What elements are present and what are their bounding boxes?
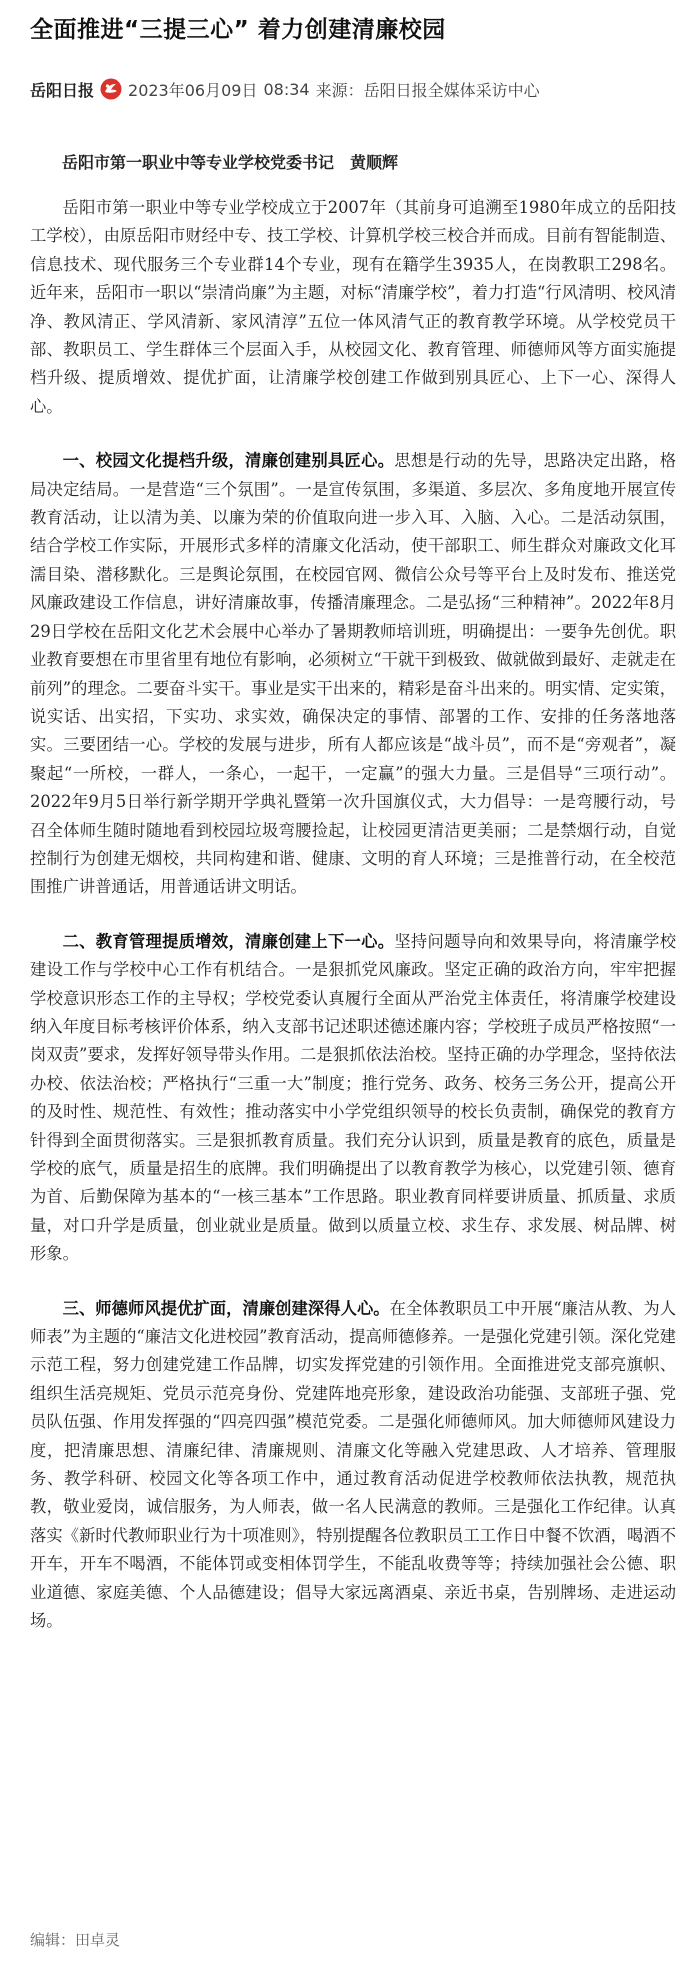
source-name[interactable]: 岳阳日报	[30, 80, 95, 100]
section-1-body: 思想是行动的先导，思路决定出路，格局决定结局。一是营造“三个氛围”。一是宣传氛围，多渠道、多层次、多角度地开展宣传教育活动，让以清为美、以廉为荣的价值取向进一步入耳、入脑、入心。二是活动氛围，结合学校工作实际，开展形式多样的清廉文化活动，使干部职工、师生群众对廉政文化耳濡目染、潜移默化。三是舆论氛围，在校园官网、微信公众号等平台上及时发布、推送党风廉政建设工作信息，讲好清廉故事，传播清廉理念。二是弘扬“三种精神”。2022年8月29日学校在岳阳文化艺术会展中心举办了暑期教师培训班，明确提出：一要争先创优。职业教育要想在市里省里有地位有影响，必须树立“干就干到极致、做就做到最好、走就走在前列”的理念。二要奋斗实干。事业是实干出来的，精彩是奋斗出来的。明实情、定实策，说实话、出实招，下实功、求实效，确保决定的事情、部署的工作、安排的任务落地落实。三要团结一心。学校的发展与进步，所有人都应该是“战斗员”，而不是“旁观者”，凝聚起“一所校，一群人，一条心，一起干，一定赢”的强大力量。三是倡导“三项行动”。2022年9月5日举行新学期开学典礼暨第一次升国旗仪式，大力倡导：一是弯腰行动，号召全体师生随时随地看到校园垃圾弯腰捡起，让校园更清洁更美丽；二是禁烟行动，自觉控制行为创建无烟校，共同构建和谐、健康、文明的育人环境；三是推普行动，在全校范围推广讲普通话，用普通话讲文明话。	[30, 451, 676, 897]
editor-credit: 编辑：田卓灵	[30, 1931, 121, 1949]
publish-date: 2023年06月09日	[128, 80, 258, 100]
section-3-body: 在全体教职员工中开展“廉洁从教、为人师表”为主题的“廉洁文化进校园”教育活动，提高师德修养。一是强化党建引领。深化党建示范工程，努力创建党建工作品牌，切实发挥党建的引领作用。全面推进党支部亮旗帜、组织生活亮规矩、党员示范亮身份、党建阵地亮形象，建设政治功能强、支部班子强、党员队伍强、作用发挥强的“四亮四强”模范党委。二是强化师德师风。加大师德师风建设力度，把清廉思想、清廉纪律、清廉规则、清廉文化等融入党建思政、人才培养、管理服务、教学科研、校园文化等各项工作中，通过教育活动促进学校教师依法执教，规范执教，敬业爱岗，诚信服务，为人师表，做一名人民满意的教师。三是强化工作纪律。认真落实《新时代教师职业行为十项准则》，特别提醒各位教职员工工作日中餐不饮酒，喝酒不开车，开车不喝酒，不能体罚或变相体罚学生，不能乱收费等等；持续加强社会公德、职业道德、家庭美德、个人品德建设；倡导大家远离酒桌、亲近书桌，告别牌场、走进运动场。	[30, 1298, 676, 1631]
section-3-heading: 三、师德师风提优扩面，清廉创建深得人心。	[62, 1298, 390, 1318]
section-2-paragraph	[30, 928, 676, 1269]
article-body	[30, 148, 676, 1662]
section-1-paragraph	[30, 447, 676, 902]
article-title: 全面推进“三提三心” 着力创建清廉校园	[30, 17, 446, 43]
article-origin: 来源：岳阳日报全媒体采访中心	[315, 80, 540, 100]
section-2-heading: 二、教育管理提质增效，清廉创建上下一心。	[62, 931, 395, 951]
section-1-heading: 一、校园文化提档升级，清廉创建别具匠心。	[62, 451, 395, 471]
article-meta	[30, 76, 670, 102]
section-2-body: 坚持问题导向和效果导向，将清廉学校建设工作与学校中心工作有机结合。一是狠抓党风廉政。坚定正确的政治方向，牢牢把握学校意识形态工作的主导权；学校党委认真履行全面从严治党主体责任，将清廉学校建设纳入年度目标考核评价体系，纳入支部书记述职述德述廉内容；学校班子成员严格按照“一岗双责”要求，发挥好领导带头作用。二是狠抓依法治校。坚持正确的办学理念，坚持依法办校、依法治校；严格执行“三重一大”制度；推行党务、政务、校务三务公开，提高公开的及时性、规范性、有效性；推动落实中小学党组织领导的校长负责制，确保党的教育方针得到全面贯彻落实。三是狠抓教育质量。我们充分认识到，质量是教育的底色，质量是学校的底气，质量是招生的底牌。我们明确提出了以教育教学为核心，以党建引领、德育为首、后勤保障为基本的“一核三基本”工作思路。职业教育同样要讲质量、抓质量、求质量，对口升学是质量，创业就业是质量。做到以质量立校、求生存、求发展、树品牌、树形象。	[30, 931, 676, 1264]
intro-paragraph: 岳阳市第一职业中等专业学校成立于2007年（其前身可追溯至1980年成立的岳阳技工学校），由原岳阳市财经中专、技工学校、计算机学校三校合并而成。目前有智能制造、信息技术、现代服务三个专业群14个专业，现有在籍学生3935人，在岗教职工298名。近年来，岳阳市一职以“崇清尚廉”为主题，对标“清廉学校”，着力打造“行风清明、校风清净、教风清正、学风清新、家风清淳”五位一体风清气正的教育教学环境。从学校党员干部、教职员工、学生群体三个层面入手，从校园文化、教育管理、师德师风等方面实施提档升级、提质增效、提优扩面，让清廉学校创建工作做到别具匠心、上下一心、深得人心。	[30, 198, 676, 416]
publish-time: 08:34	[263, 79, 310, 99]
yueyang-daily-logo-icon	[100, 78, 122, 100]
section-3-paragraph	[30, 1295, 676, 1636]
author-byline: 岳阳市第一职业中等专业学校党委书记 黄顺辉	[62, 153, 399, 172]
